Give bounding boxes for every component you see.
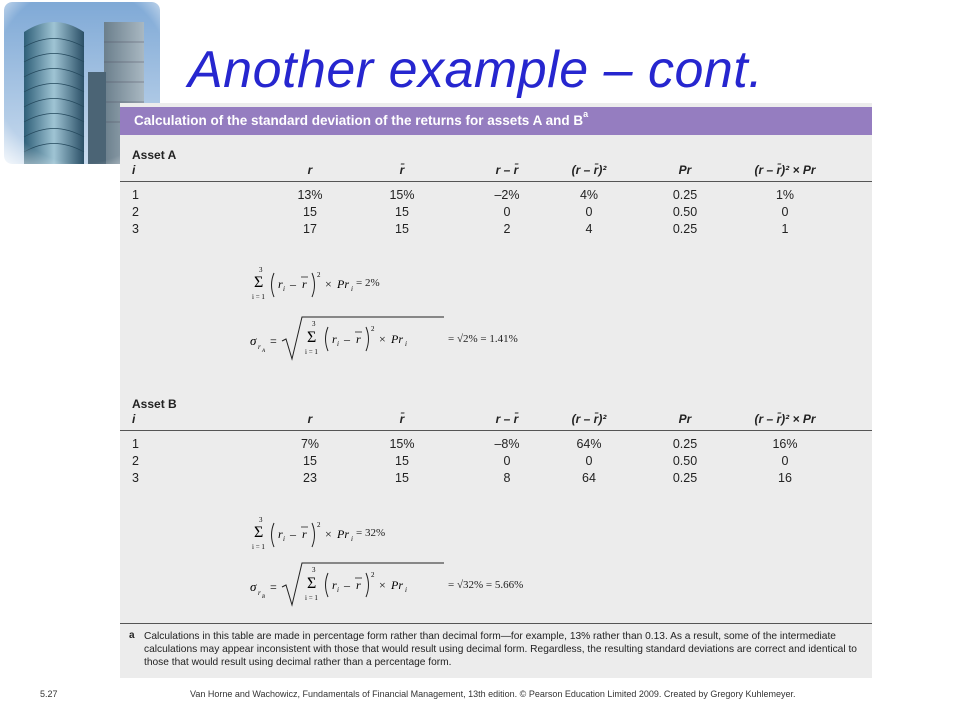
- svg-text:3: 3: [259, 516, 263, 524]
- footer-citation: Van Horne and Wachowicz, Fundamentals of Financial Management, 13th edition. © Pearson Education Limited 2009. Created by Gregory Kuhlemeyer.: [190, 689, 796, 699]
- svg-text:2: 2: [371, 571, 375, 579]
- cell: 7%: [300, 437, 320, 451]
- svg-text:r: r: [258, 343, 261, 351]
- svg-text:i: i: [351, 285, 353, 293]
- svg-text:×: ×: [325, 527, 332, 541]
- svg-text:=: =: [270, 580, 277, 594]
- column-header-r: r: [307, 163, 313, 177]
- cell: 15%: [389, 437, 415, 451]
- footnote-text: Calculations in this table are made in percentage form rather than decimal form—for example, 13% rather than 0.13. As a result, some of the intermediate calculations may appear inconsistent with those that would result using decimal form. Regardless, the resulting standard deviations are correct and identical to those that would result using decimal rather than a percentage form.: [144, 631, 857, 668]
- asset-a-variance-formula: [250, 263, 510, 307]
- svg-text:=: =: [270, 334, 277, 348]
- svg-text:i = 1: i = 1: [252, 293, 265, 301]
- cell: 16%: [772, 437, 798, 451]
- cell: 17: [303, 222, 317, 236]
- svg-text:Pr: Pr: [391, 578, 403, 592]
- svg-text:2: 2: [317, 271, 321, 279]
- column-header-weighted: (r – r̄)² × Pr: [754, 163, 816, 177]
- svg-text:σ: σ: [250, 333, 257, 348]
- cell: 15: [395, 454, 409, 468]
- cell: 0: [585, 454, 593, 468]
- svg-text:i: i: [337, 586, 339, 594]
- svg-text:i: i: [283, 535, 285, 543]
- cell: 0.25: [672, 437, 698, 451]
- svg-text:Σ: Σ: [254, 524, 264, 541]
- cell: 1: [132, 437, 139, 451]
- svg-text:i = 1: i = 1: [252, 543, 265, 551]
- cell: 23: [303, 471, 317, 485]
- asset-a-variance-result: = 2%: [356, 277, 380, 289]
- cell: 15: [395, 205, 409, 219]
- column-header-squared-deviation: (r – r̄)²: [571, 412, 607, 426]
- cell: 0.25: [672, 188, 698, 202]
- cell: 0: [503, 205, 511, 219]
- slide-title: Another example – cont.: [188, 41, 764, 99]
- asset-b-variance-formula: [250, 513, 510, 557]
- svg-text:–: –: [344, 578, 350, 592]
- cell: 3: [132, 222, 139, 236]
- svg-text:r: r: [278, 277, 283, 291]
- asset-b-label: Asset B: [132, 397, 177, 411]
- cell: 0.25: [672, 471, 698, 485]
- cell: –8%: [494, 437, 520, 451]
- cell: 0: [503, 454, 511, 468]
- cell: 2: [132, 205, 139, 219]
- column-header-deviation: r – r̄: [495, 412, 519, 426]
- cell: 1: [132, 188, 139, 202]
- svg-text:i: i: [337, 340, 339, 348]
- svg-text:2: 2: [371, 325, 375, 333]
- svg-text:Pr: Pr: [391, 332, 403, 346]
- cell: 64%: [576, 437, 602, 451]
- column-header-i: i: [132, 163, 136, 177]
- cell: 13%: [297, 188, 323, 202]
- cell: 15: [303, 454, 317, 468]
- cell: 64: [582, 471, 596, 485]
- cell: 0: [585, 205, 593, 219]
- asset-a-std-formula: [248, 313, 578, 365]
- column-header-r-bar: r̄: [399, 163, 405, 177]
- svg-text:–: –: [290, 527, 296, 541]
- svg-text:–: –: [290, 277, 296, 291]
- svg-text:A: A: [262, 349, 266, 354]
- svg-text:3: 3: [259, 266, 263, 274]
- cell: 8: [503, 471, 511, 485]
- svg-text:r: r: [302, 277, 307, 291]
- asset-a-std-result: = √2% = 1.41%: [448, 333, 518, 345]
- asset-b-header-rule: [120, 430, 872, 431]
- svg-text:–: –: [344, 332, 350, 346]
- cell: 15: [303, 205, 317, 219]
- cell: 16: [778, 471, 792, 485]
- column-header-deviation: r – r̄: [495, 163, 519, 177]
- calculation-table: [120, 103, 872, 678]
- svg-text:Σ: Σ: [307, 575, 317, 592]
- column-header-probability: Pr: [678, 163, 692, 177]
- svg-text:i: i: [351, 535, 353, 543]
- svg-text:B: B: [262, 595, 266, 600]
- svg-text:i = 1: i = 1: [305, 594, 318, 602]
- cell: 4: [585, 222, 593, 236]
- svg-text:r: r: [356, 332, 361, 346]
- svg-text:i: i: [405, 340, 407, 348]
- svg-text:r: r: [278, 527, 283, 541]
- table-header-footnote-mark: a: [583, 109, 589, 119]
- svg-text:Σ: Σ: [307, 329, 317, 346]
- asset-b-variance-result: = 32%: [356, 527, 386, 539]
- cell: –2%: [494, 188, 520, 202]
- svg-text:Σ: Σ: [254, 274, 264, 291]
- column-header-i: i: [132, 412, 136, 426]
- svg-text:i = 1: i = 1: [305, 348, 318, 356]
- column-header-r-bar: r̄: [399, 412, 405, 426]
- cell: 0: [781, 454, 789, 468]
- cell: 15: [395, 471, 409, 485]
- cell: 0: [781, 205, 789, 219]
- slide-number: 5.27: [40, 689, 58, 699]
- column-header-probability: Pr: [678, 412, 692, 426]
- svg-text:σ: σ: [250, 579, 257, 594]
- svg-text:×: ×: [325, 277, 332, 291]
- cell: 15: [395, 222, 409, 236]
- svg-text:i: i: [283, 285, 285, 293]
- svg-text:×: ×: [379, 332, 386, 346]
- asset-a-header-rule: [120, 181, 872, 182]
- cell: 0.25: [672, 222, 698, 236]
- svg-text:i: i: [405, 586, 407, 594]
- svg-text:r: r: [332, 332, 337, 346]
- cell: 0.50: [672, 205, 698, 219]
- asset-b-std-result: = √32% = 5.66%: [448, 579, 524, 591]
- svg-text:2: 2: [317, 521, 321, 529]
- svg-text:3: 3: [312, 566, 316, 574]
- svg-text:Pr: Pr: [337, 277, 349, 291]
- footnote-mark: a: [129, 630, 135, 641]
- svg-text:Pr: Pr: [337, 527, 349, 541]
- table-header: [120, 107, 872, 135]
- column-header-r: r: [307, 412, 313, 426]
- svg-text:r: r: [356, 578, 361, 592]
- column-header-squared-deviation: (r – r̄)²: [571, 163, 607, 177]
- cell: 15%: [389, 188, 415, 202]
- cell: 2: [503, 222, 511, 236]
- svg-text:3: 3: [312, 320, 316, 328]
- table-footnote: [120, 623, 872, 678]
- cell: 4%: [579, 188, 599, 202]
- cell: 3: [132, 471, 139, 485]
- asset-b-std-formula: [248, 559, 578, 611]
- cell: 2: [132, 454, 139, 468]
- svg-text:r: r: [332, 578, 337, 592]
- svg-text:r: r: [302, 527, 307, 541]
- table-header-text: Calculation of the standard deviation of the returns for assets A and B: [134, 113, 584, 128]
- cell: 1: [781, 222, 789, 236]
- column-header-weighted: (r – r̄)² × Pr: [754, 412, 816, 426]
- asset-a-label: Asset A: [132, 148, 177, 162]
- cell: 1%: [775, 188, 795, 202]
- svg-text:r: r: [258, 589, 261, 597]
- cell: 0.50: [672, 454, 698, 468]
- svg-text:×: ×: [379, 578, 386, 592]
